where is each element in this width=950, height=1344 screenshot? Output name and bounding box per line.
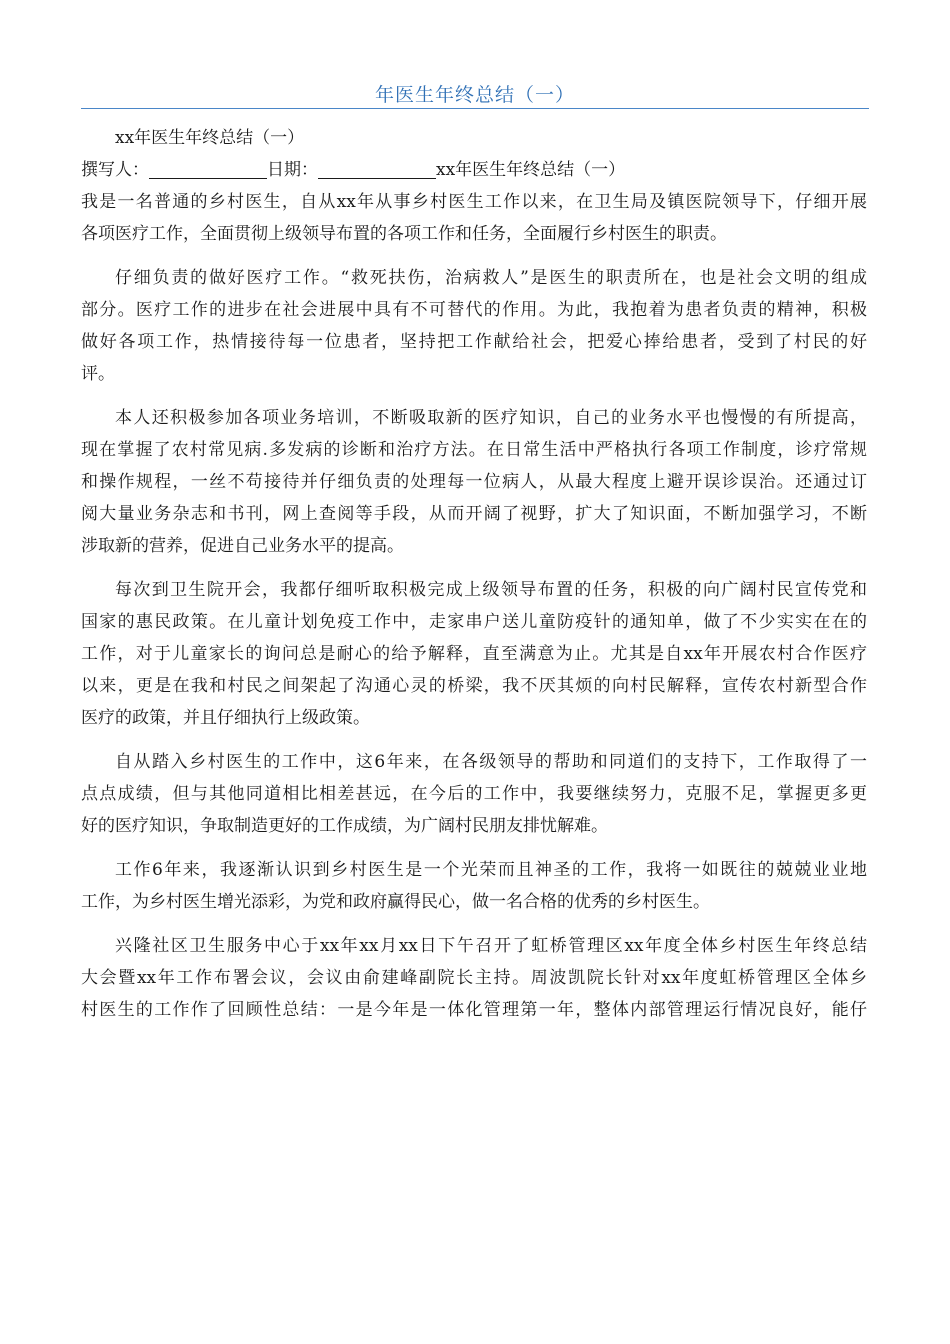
paragraph bbox=[81, 854, 867, 918]
document-body bbox=[81, 122, 867, 1026]
paragraph-line: 好的医疗知识，争取制造更好的工作成绩，为广阔村民朋友排忧解难。 bbox=[81, 816, 608, 836]
paragraph-line: 工作，对于儿童家长的询问总是耐心的给予解释，直至满意为止。尤其是自xx年开展农村合作医疗 bbox=[81, 644, 867, 664]
paragraph-line: 部分。医疗工作的进步在社会进展中具有不可替代的作用。为此，我抱着为患者负责的精神，积极 bbox=[81, 300, 867, 320]
paragraph-line: 大会暨xx年工作布署会议，会议由俞建峰副院长主持。周波凯院长针对xx年度虹桥管理区全体乡 bbox=[81, 968, 867, 988]
paragraph-line: 自从踏入乡村医生的工作中，这6年来，在各级领导的帮助和同道们的支持下，工作取得了一 bbox=[115, 752, 867, 772]
paragraph bbox=[81, 262, 867, 390]
document-subtitle: xx年医生年终总结（一） bbox=[115, 128, 305, 148]
paragraph-line: 做好各项工作，热情接待每一位患者，坚持把工作献给社会，把爱心捧给患者，受到了村民的好 bbox=[81, 332, 867, 352]
paragraph bbox=[81, 930, 867, 1026]
date-blank bbox=[318, 160, 436, 179]
paragraph-line: 评。 bbox=[81, 364, 115, 384]
paragraph-line: 各项医疗工作，全面贯彻上级领导布置的各项工作和任务，全面履行乡村医生的职责。 bbox=[81, 224, 727, 244]
paragraph bbox=[81, 746, 867, 842]
paragraph-line: 医疗的政策，并且仔细执行上级政策。 bbox=[81, 708, 370, 728]
author-label: 撰写人： bbox=[81, 160, 149, 180]
paragraph-line: 和操作规程，一丝不苟接待并仔细负责的处理每一位病人，从最大程度上避开误诊误治。还通过订 bbox=[81, 472, 867, 492]
paragraph-line: 国家的惠民政策。在儿童计划免疫工作中，走家串户送儿童防疫针的通知单，做了不少实实在在的 bbox=[81, 612, 867, 632]
header-divider bbox=[81, 108, 869, 109]
paragraph-line: 工作，为乡村医生增光添彩，为党和政府赢得民心，做一名合格的优秀的乡村医生。 bbox=[81, 892, 710, 912]
paragraph-line: 现在掌握了农村常见病.多发病的诊断和治疗方法。在日常生活中严格执行各项工作制度，诊疗常规 bbox=[81, 440, 867, 460]
paragraph-line: 点点成绩，但与其他同道相比相差甚远，在今后的工作中，我要继续努力，克服不足，掌握更多更 bbox=[81, 784, 867, 804]
date-label: 日期： bbox=[267, 160, 318, 180]
paragraph-line: 以来，更是在我和村民之间架起了沟通心灵的桥梁，我不厌其烦的向村民解释，宣传农村新型合作 bbox=[81, 676, 867, 696]
page-header-title: 年医生年终总结（一） bbox=[374, 84, 575, 106]
paragraph-line: 涉取新的营养，促进自己业务水平的提高。 bbox=[81, 536, 404, 556]
paragraph-line: 本人还积极参加各项业务培训，不断吸取新的医疗知识，自己的业务水平也慢慢的有所提高， bbox=[115, 408, 867, 428]
paragraph-line: 我是一名普通的乡村医生，自从xx年从事乡村医生工作以来，在卫生局及镇医院领导下，仔细开展 bbox=[81, 192, 867, 212]
paragraph bbox=[81, 186, 867, 250]
paragraph-line: 仔细负责的做好医疗工作。“救死扶伤，治病救人”是医生的职责所在，也是社会文明的组成 bbox=[115, 268, 867, 288]
paragraph-line: 工作6年来，我逐渐认识到乡村医生是一个光荣而且神圣的工作，我将一如既往的兢兢业业地 bbox=[115, 860, 867, 880]
paragraph bbox=[81, 402, 867, 562]
author-line-tail: xx年医生年终总结（一） bbox=[436, 160, 626, 180]
author-date-line bbox=[81, 154, 867, 186]
paragraph bbox=[81, 574, 867, 734]
paragraph-line: 每次到卫生院开会，我都仔细听取积极完成上级领导布置的任务，积极的向广阔村民宣传党和 bbox=[115, 580, 867, 600]
paragraph-line: 兴隆社区卫生服务中心于xx年xx月xx日下午召开了虹桥管理区xx年度全体乡村医生年终总结 bbox=[115, 936, 867, 956]
paragraph-line: 村医生的工作作了回顾性总结：一是今年是一体化管理第一年，整体内部管理运行情况良好，能仔 bbox=[81, 1000, 867, 1020]
paragraph-line: 阅大量业务杂志和书刊，网上查阅等手段，从而开阔了视野，扩大了知识面，不断加强学习，不断 bbox=[81, 504, 867, 524]
author-blank bbox=[149, 160, 267, 179]
